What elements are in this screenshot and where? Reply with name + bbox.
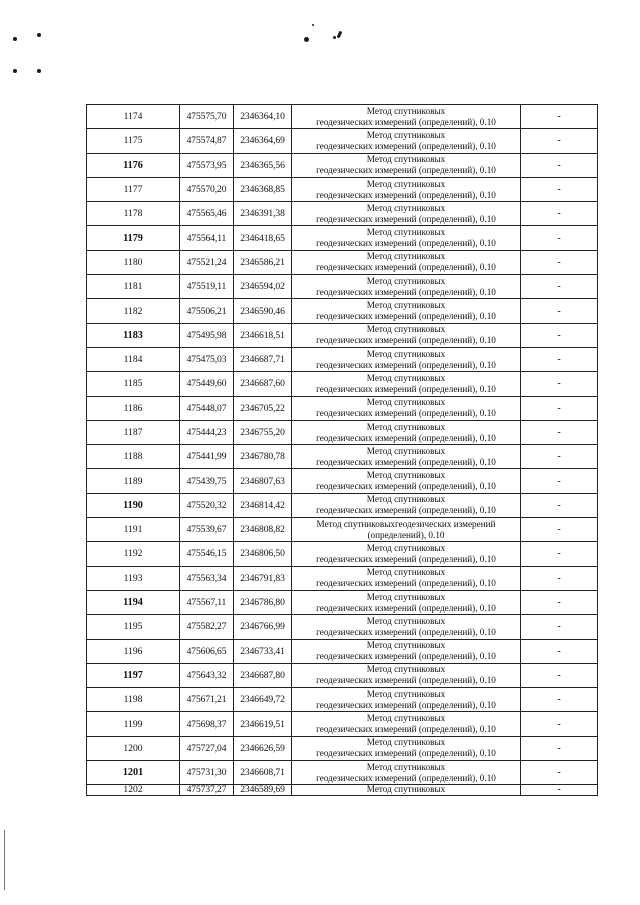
error-value: - bbox=[521, 250, 598, 274]
coordinate-y: 2346786,80 bbox=[234, 590, 292, 614]
coordinates-table bbox=[86, 104, 598, 796]
coordinate-y: 2346649,72 bbox=[234, 688, 292, 712]
point-number: 1188 bbox=[87, 445, 180, 469]
table-row bbox=[87, 615, 598, 639]
table-row bbox=[87, 177, 598, 201]
point-number: 1179 bbox=[87, 226, 180, 250]
method-cell bbox=[292, 615, 521, 639]
coordinate-y: 2346608,71 bbox=[234, 761, 292, 785]
coordinate-x: 475441,99 bbox=[180, 445, 234, 469]
method-line-1: Метод спутниковых bbox=[366, 542, 446, 553]
point-number: 1181 bbox=[87, 275, 180, 299]
coordinate-y: 2346418,65 bbox=[234, 226, 292, 250]
point-number: 1177 bbox=[87, 177, 180, 201]
coordinate-x: 475546,15 bbox=[180, 542, 234, 566]
error-value: - bbox=[521, 420, 598, 444]
method-line-2: геодезических измерений (определений), 0.10 bbox=[316, 553, 496, 564]
method-cell bbox=[292, 323, 521, 347]
table-row-partial bbox=[87, 785, 598, 796]
method-line-1: Метод спутниковых bbox=[366, 154, 446, 165]
method-cell bbox=[292, 347, 521, 371]
method-line-1: Метод спутниковых bbox=[366, 251, 446, 262]
point-number: 1182 bbox=[87, 299, 180, 323]
method-line-2: геодезических измерений (определений), 0.10 bbox=[316, 286, 496, 297]
method-line-1: Метод спутниковых bbox=[366, 664, 446, 675]
point-number: 1191 bbox=[87, 518, 180, 542]
method-cell bbox=[292, 518, 521, 542]
method-line-2: геодезических измерений (определений), 0.10 bbox=[316, 335, 496, 346]
scan-dot bbox=[312, 24, 314, 26]
coordinate-y: 2346780,78 bbox=[234, 445, 292, 469]
table-row bbox=[87, 275, 598, 299]
point-number: 1186 bbox=[87, 396, 180, 420]
point-number: 1190 bbox=[87, 493, 180, 517]
point-number: 1189 bbox=[87, 469, 180, 493]
method-line-1: Метод спутниковых bbox=[366, 397, 446, 408]
coordinate-x: 475448,07 bbox=[180, 396, 234, 420]
method-line-1: Метод спутниковых bbox=[366, 275, 446, 286]
error-value: - bbox=[521, 153, 598, 177]
method-cell bbox=[292, 542, 521, 566]
coordinate-x: 475698,37 bbox=[180, 712, 234, 736]
method-cell bbox=[292, 153, 521, 177]
coordinate-y: 2346364,69 bbox=[234, 129, 292, 153]
table-row bbox=[87, 639, 598, 663]
point-number: 1183 bbox=[87, 323, 180, 347]
error-value: - bbox=[521, 518, 598, 542]
coordinate-x: 475737,27 bbox=[180, 785, 234, 796]
coordinate-x: 475520,32 bbox=[180, 493, 234, 517]
coordinate-y: 2346365,56 bbox=[234, 153, 292, 177]
method-line-1: Метод спутниковых bbox=[366, 129, 446, 140]
method-line-1: Метод спутниковых bbox=[366, 348, 446, 359]
coordinate-y: 2346618,51 bbox=[234, 323, 292, 347]
table-row bbox=[87, 518, 598, 542]
method-line-1: Метод спутниковых bbox=[366, 737, 446, 748]
method-cell: Метод спутниковых bbox=[292, 785, 521, 796]
point-number: 1198 bbox=[87, 688, 180, 712]
coordinate-x: 475567,11 bbox=[180, 590, 234, 614]
method-line-1: Метод спутниковых bbox=[366, 470, 446, 481]
coordinate-y: 2346806,50 bbox=[234, 542, 292, 566]
method-line-2: геодезических измерений (определений), 0.10 bbox=[316, 238, 496, 249]
method-cell bbox=[292, 250, 521, 274]
method-line-1: Метод спутниковых bbox=[366, 713, 446, 724]
point-number: 1185 bbox=[87, 372, 180, 396]
method-line-2: геодезических измерений (определений), 0.10 bbox=[316, 311, 496, 322]
table-row bbox=[87, 153, 598, 177]
table-row bbox=[87, 250, 598, 274]
method-line-2: геодезических измерений (определений), 0.10 bbox=[316, 432, 496, 443]
method-cell bbox=[292, 177, 521, 201]
point-number: 1201 bbox=[87, 761, 180, 785]
method-line-2: геодезических измерений (определений), 0.10 bbox=[316, 699, 496, 710]
method-line-2: геодезических измерений (определений), 0.10 bbox=[316, 408, 496, 419]
method-line-2: (определений), 0.10 bbox=[367, 529, 445, 540]
table-row bbox=[87, 493, 598, 517]
coordinate-x: 475475,03 bbox=[180, 347, 234, 371]
error-value: - bbox=[521, 590, 598, 614]
method-line-2: геодезических измерений (определений), 0.10 bbox=[316, 456, 496, 467]
coordinate-x: 475575,70 bbox=[180, 105, 234, 129]
table-row bbox=[87, 396, 598, 420]
method-line-1: Метод спутниковых bbox=[366, 761, 446, 772]
method-line-1: Метод спутниковых bbox=[366, 105, 446, 116]
method-line-1: Метод спутниковых bbox=[366, 494, 446, 505]
coordinate-y: 2346619,51 bbox=[234, 712, 292, 736]
table-row bbox=[87, 566, 598, 590]
coordinate-y: 2346808,82 bbox=[234, 518, 292, 542]
point-number: 1176 bbox=[87, 153, 180, 177]
table-row bbox=[87, 712, 598, 736]
method-line-2: геодезических измерений (определений), 0.10 bbox=[316, 165, 496, 176]
coordinate-x: 475565,46 bbox=[180, 202, 234, 226]
coordinate-y: 2346705,22 bbox=[234, 396, 292, 420]
method-cell bbox=[292, 129, 521, 153]
method-cell bbox=[292, 663, 521, 687]
error-value: - bbox=[521, 761, 598, 785]
coordinate-x: 475495,98 bbox=[180, 323, 234, 347]
method-cell bbox=[292, 105, 521, 129]
coordinate-y: 2346589,69 bbox=[234, 785, 292, 796]
coordinate-x: 475439,75 bbox=[180, 469, 234, 493]
method-line-1: Метод спутниковыхгеодезических измерений bbox=[316, 518, 496, 529]
method-cell bbox=[292, 420, 521, 444]
coordinate-y: 2346594,02 bbox=[234, 275, 292, 299]
method-line-1: Метод спутниковых bbox=[366, 202, 446, 213]
error-value: - bbox=[521, 566, 598, 590]
method-cell bbox=[292, 469, 521, 493]
method-line-2: геодезических измерений (определений), 0.10 bbox=[316, 626, 496, 637]
coordinate-x: 475444,23 bbox=[180, 420, 234, 444]
error-value: - bbox=[521, 542, 598, 566]
point-number: 1194 bbox=[87, 590, 180, 614]
coordinate-y: 2346687,80 bbox=[234, 663, 292, 687]
error-value: - bbox=[521, 493, 598, 517]
error-value: - bbox=[521, 275, 598, 299]
coordinate-y: 2346814,42 bbox=[234, 493, 292, 517]
table-row bbox=[87, 105, 598, 129]
point-number: 1180 bbox=[87, 250, 180, 274]
coordinate-x: 475606,65 bbox=[180, 639, 234, 663]
table-row bbox=[87, 299, 598, 323]
method-line-1: Метод спутниковых bbox=[366, 372, 446, 383]
method-cell bbox=[292, 202, 521, 226]
coordinate-x: 475727,04 bbox=[180, 736, 234, 760]
coordinate-x: 475582,27 bbox=[180, 615, 234, 639]
error-value: - bbox=[521, 323, 598, 347]
coordinates-table-body bbox=[87, 105, 598, 796]
error-value: - bbox=[521, 202, 598, 226]
point-number: 1192 bbox=[87, 542, 180, 566]
error-value: - bbox=[521, 469, 598, 493]
method-cell bbox=[292, 590, 521, 614]
scan-edge-line bbox=[4, 830, 5, 890]
method-line-1: Метод спутниковых bbox=[366, 640, 446, 651]
table-row bbox=[87, 688, 598, 712]
coordinate-y: 2346807,63 bbox=[234, 469, 292, 493]
method-cell bbox=[292, 566, 521, 590]
method-line-1: Метод спутниковых bbox=[366, 421, 446, 432]
scan-dot bbox=[13, 69, 17, 73]
error-value: - bbox=[521, 396, 598, 420]
error-value: - bbox=[521, 736, 598, 760]
coordinate-y: 2346791,83 bbox=[234, 566, 292, 590]
scan-dot bbox=[304, 37, 309, 42]
error-value: - bbox=[521, 712, 598, 736]
point-number: 1202 bbox=[87, 785, 180, 796]
table-row bbox=[87, 202, 598, 226]
method-line-1: Метод спутниковых bbox=[366, 567, 446, 578]
point-number: 1195 bbox=[87, 615, 180, 639]
coordinate-x: 475506,21 bbox=[180, 299, 234, 323]
scan-dot bbox=[333, 36, 336, 39]
method-line-2: геодезических измерений (определений), 0.10 bbox=[316, 505, 496, 516]
coordinate-x: 475521,24 bbox=[180, 250, 234, 274]
point-number: 1187 bbox=[87, 420, 180, 444]
method-line-1: Метод спутниковых bbox=[366, 688, 446, 699]
table-row bbox=[87, 736, 598, 760]
method-line-2: геодезических измерений (определений), 0.10 bbox=[316, 675, 496, 686]
point-number: 1184 bbox=[87, 347, 180, 371]
method-line-2: геодезических измерений (определений), 0.10 bbox=[316, 748, 496, 759]
method-cell bbox=[292, 736, 521, 760]
method-line-2: геодезических измерений (определений), 0.10 bbox=[316, 602, 496, 613]
coordinate-y: 2346368,85 bbox=[234, 177, 292, 201]
method-line-2: геодезических измерений (определений), 0.10 bbox=[316, 724, 496, 735]
method-line-2: геодезических измерений (определений), 0.10 bbox=[316, 359, 496, 370]
method-line-1: Метод спутниковых bbox=[366, 300, 446, 311]
coordinate-y: 2346755,20 bbox=[234, 420, 292, 444]
method-line-1: Метод спутниковых bbox=[366, 615, 446, 626]
coordinate-y: 2346766,99 bbox=[234, 615, 292, 639]
method-cell bbox=[292, 712, 521, 736]
error-value: - bbox=[521, 372, 598, 396]
coordinate-y: 2346626,59 bbox=[234, 736, 292, 760]
method-line-2: геодезических измерений (определений), 0.10 bbox=[316, 383, 496, 394]
point-number: 1197 bbox=[87, 663, 180, 687]
table-row bbox=[87, 226, 598, 250]
coordinate-x: 475449,60 bbox=[180, 372, 234, 396]
scan-dot bbox=[13, 37, 17, 41]
method-line-2: геодезических измерений (определений), 0.10 bbox=[316, 651, 496, 662]
method-cell bbox=[292, 275, 521, 299]
error-value: - bbox=[521, 785, 598, 796]
point-number: 1200 bbox=[87, 736, 180, 760]
error-value: - bbox=[521, 688, 598, 712]
coordinate-y: 2346391,38 bbox=[234, 202, 292, 226]
point-number: 1196 bbox=[87, 639, 180, 663]
scan-dot bbox=[37, 33, 41, 37]
method-line-1: Метод спутниковых bbox=[366, 178, 446, 189]
method-line-2: геодезических измерений (определений), 0.10 bbox=[316, 189, 496, 200]
table-row bbox=[87, 420, 598, 444]
coordinate-x: 475564,11 bbox=[180, 226, 234, 250]
table-row bbox=[87, 323, 598, 347]
coordinate-y: 2346687,60 bbox=[234, 372, 292, 396]
table-row bbox=[87, 590, 598, 614]
method-line-1: Метод спутниковых bbox=[366, 227, 446, 238]
coordinate-x: 475539,67 bbox=[180, 518, 234, 542]
method-cell bbox=[292, 688, 521, 712]
method-line-2: геодезических измерений (определений), 0.10 bbox=[316, 481, 496, 492]
method-cell bbox=[292, 639, 521, 663]
method-cell bbox=[292, 299, 521, 323]
method-line-1: Метод спутниковых bbox=[366, 324, 446, 335]
method-cell bbox=[292, 226, 521, 250]
scan-dot bbox=[337, 31, 343, 39]
point-number: 1178 bbox=[87, 202, 180, 226]
table-row bbox=[87, 347, 598, 371]
coordinate-y: 2346687,71 bbox=[234, 347, 292, 371]
method-cell bbox=[292, 493, 521, 517]
coordinate-x: 475643,32 bbox=[180, 663, 234, 687]
method-line-2: геодезических измерений (определений), 0.10 bbox=[316, 578, 496, 589]
coordinate-y: 2346586,21 bbox=[234, 250, 292, 274]
error-value: - bbox=[521, 663, 598, 687]
coordinate-x: 475574,87 bbox=[180, 129, 234, 153]
table-row bbox=[87, 129, 598, 153]
method-line-2: геодезических измерений (определений), 0.10 bbox=[316, 116, 496, 127]
point-number: 1175 bbox=[87, 129, 180, 153]
method-line-1: Метод спутниковых bbox=[366, 591, 446, 602]
coordinate-y: 2346364,10 bbox=[234, 105, 292, 129]
coordinate-x: 475731,30 bbox=[180, 761, 234, 785]
error-value: - bbox=[521, 347, 598, 371]
method-line-2: геодезических измерений (определений), 0.10 bbox=[316, 140, 496, 151]
coordinate-x: 475570,20 bbox=[180, 177, 234, 201]
coordinate-x: 475573,95 bbox=[180, 153, 234, 177]
coordinate-x: 475519,11 bbox=[180, 275, 234, 299]
coordinate-y: 2346590,46 bbox=[234, 299, 292, 323]
table-row bbox=[87, 372, 598, 396]
table-row bbox=[87, 542, 598, 566]
coordinate-x: 475563,34 bbox=[180, 566, 234, 590]
point-number: 1199 bbox=[87, 712, 180, 736]
method-cell bbox=[292, 445, 521, 469]
error-value: - bbox=[521, 129, 598, 153]
scan-dot bbox=[37, 69, 41, 73]
coordinate-x: 475671,21 bbox=[180, 688, 234, 712]
coordinate-y: 2346733,41 bbox=[234, 639, 292, 663]
error-value: - bbox=[521, 615, 598, 639]
error-value: - bbox=[521, 639, 598, 663]
method-line-2: геодезических измерений (определений), 0.10 bbox=[316, 772, 496, 783]
error-value: - bbox=[521, 105, 598, 129]
method-line-1: Метод спутниковых bbox=[366, 445, 446, 456]
method-line-2: геодезических измерений (определений), 0.10 bbox=[316, 262, 496, 273]
table-row bbox=[87, 663, 598, 687]
table-row bbox=[87, 761, 598, 785]
point-number: 1193 bbox=[87, 566, 180, 590]
error-value: - bbox=[521, 226, 598, 250]
method-cell bbox=[292, 396, 521, 420]
table-row bbox=[87, 445, 598, 469]
error-value: - bbox=[521, 177, 598, 201]
table-row bbox=[87, 469, 598, 493]
method-cell bbox=[292, 761, 521, 785]
error-value: - bbox=[521, 445, 598, 469]
method-cell bbox=[292, 372, 521, 396]
error-value: - bbox=[521, 299, 598, 323]
method-line-2: геодезических измерений (определений), 0.10 bbox=[316, 213, 496, 224]
point-number: 1174 bbox=[87, 105, 180, 129]
